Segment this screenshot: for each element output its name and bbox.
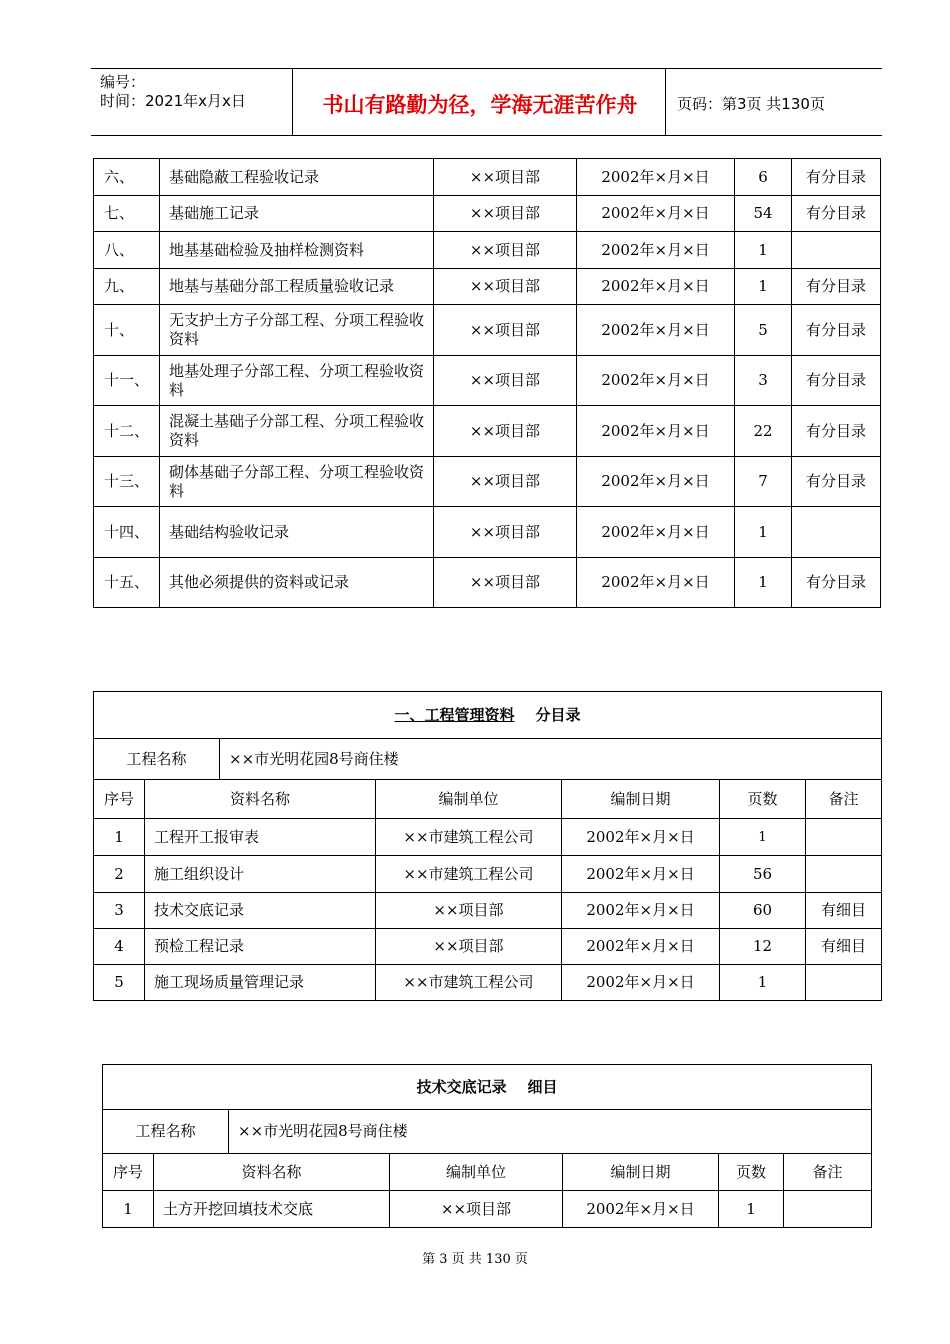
sub-catalog-title-main: 一、工程管理资料 [394,705,515,724]
table-title-row [94,692,882,739]
row-unit: ××项目部 [434,232,577,269]
table-row [94,269,881,305]
row-number: 十四、 [94,507,160,558]
table-row [94,929,882,965]
table-row [94,965,882,1001]
table-row [94,159,881,196]
row-name: 地基基础检验及抽样检测资料 [160,232,434,269]
row-date: 2002年×月×日 [577,159,735,196]
row-unit: ××项目部 [434,196,577,232]
row-date: 2002年×月×日 [577,406,735,457]
row-name: 技术交底记录 [145,893,376,929]
row-note [792,507,881,558]
row-number: 七、 [94,196,160,232]
project-label: 工程名称 [103,1110,229,1154]
row-name: 基础隐蔽工程验收记录 [160,159,434,196]
row-pages: 1 [735,269,792,305]
row-unit: ××项目部 [434,159,577,196]
detail-catalog-table [102,1064,872,1228]
row-number: 5 [94,965,145,1001]
row-number: 十二、 [94,406,160,457]
row-pages: 1 [735,232,792,269]
row-number: 4 [94,929,145,965]
row-unit: ××市建筑工程公司 [376,856,562,893]
detail-catalog-title-suffix: 细目 [527,1077,558,1096]
row-note: 有分目录 [792,196,881,232]
table-title-row [103,1065,872,1110]
page-footer: 第 3 页 共 130 页 [422,1252,528,1267]
table-row [94,893,882,929]
row-note [806,819,882,856]
sub-catalog-title [94,692,882,739]
table-row [94,356,881,406]
row-pages: 12 [720,929,806,965]
project-name: ××市光明花园8号商住楼 [229,1110,872,1154]
row-name: 地基处理子分部工程、分项工程验收资料 [160,356,434,406]
project-row [94,739,882,780]
header-bottom-rule [91,135,882,136]
row-date: 2002年×月×日 [563,1191,719,1228]
row-name: 基础结构验收记录 [160,507,434,558]
time-label: 时间：2021年x月x日 [100,92,246,110]
row-unit: ××项目部 [376,929,562,965]
row-number: 十一、 [94,356,160,406]
row-pages: 1 [720,965,806,1001]
row-date: 2002年×月×日 [577,196,735,232]
project-row [103,1110,872,1154]
row-number: 六、 [94,159,160,196]
row-name: 施工组织设计 [145,856,376,893]
detail-catalog-title [103,1065,872,1110]
header-date: 编制日期 [562,780,720,819]
row-note: 有分目录 [792,159,881,196]
row-pages: 1 [719,1191,784,1228]
row-unit: ××项目部 [434,457,577,507]
header-no: 序号 [94,780,145,819]
row-number: 2 [94,856,145,893]
row-unit: ××项目部 [376,893,562,929]
row-date: 2002年×月×日 [562,965,720,1001]
sub-catalog-title-suffix: 分目录 [535,705,581,724]
table-row [94,507,881,558]
row-number: 十五、 [94,558,160,608]
row-pages: 22 [735,406,792,457]
row-name: 其他必须提供的资料或记录 [160,558,434,608]
header-no: 序号 [103,1154,154,1191]
row-unit: ××市建筑工程公司 [376,819,562,856]
table-row [94,406,881,457]
row-name: 工程开工报审表 [145,819,376,856]
main-catalog-table [93,158,881,608]
header-row [103,1154,872,1191]
row-date: 2002年×月×日 [562,893,720,929]
table-row [94,856,882,893]
row-unit: ××项目部 [434,558,577,608]
row-date: 2002年×月×日 [577,232,735,269]
row-date: 2002年×月×日 [562,819,720,856]
row-name: 混凝土基础子分部工程、分项工程验收资料 [160,406,434,457]
row-date: 2002年×月×日 [562,929,720,965]
code-label: 编号： [100,73,146,91]
table-row [94,196,881,232]
row-date: 2002年×月×日 [577,507,735,558]
table-row [94,457,881,507]
header-note: 备注 [784,1154,872,1191]
row-pages: 1 [720,819,806,856]
header-top-rule [91,68,882,69]
row-note: 有分目录 [792,406,881,457]
row-date: 2002年×月×日 [577,558,735,608]
row-date: 2002年×月×日 [577,305,735,356]
row-name: 土方开挖回填技术交底 [154,1191,390,1228]
row-note: 有分目录 [792,457,881,507]
row-pages: 56 [720,856,806,893]
row-number: 十、 [94,305,160,356]
project-label: 工程名称 [94,739,220,780]
header-unit: 编制单位 [390,1154,563,1191]
table-row [94,305,881,356]
row-name: 无支护土方子分部工程、分项工程验收资料 [160,305,434,356]
page-info: 页码：第3页 共130页 [677,95,825,113]
row-pages: 1 [735,507,792,558]
row-date: 2002年×月×日 [577,457,735,507]
table-row [94,232,881,269]
table-row [94,558,881,608]
row-name: 基础施工记录 [160,196,434,232]
row-pages: 1 [735,558,792,608]
row-pages: 54 [735,196,792,232]
row-unit: ××项目部 [434,269,577,305]
table-row [103,1191,872,1228]
row-number: 九、 [94,269,160,305]
row-unit: ××项目部 [390,1191,563,1228]
row-name: 预检工程记录 [145,929,376,965]
row-unit: ××项目部 [434,406,577,457]
row-name: 施工现场质量管理记录 [145,965,376,1001]
header-motto: 书山有路勤为径，学海无涯苦作舟 [322,93,638,117]
row-pages: 60 [720,893,806,929]
header-name: 资料名称 [145,780,376,819]
row-note: 有细目 [806,929,882,965]
detail-catalog-title-main: 技术交底记录 [416,1077,507,1096]
row-note [806,965,882,1001]
row-date: 2002年×月×日 [562,856,720,893]
row-unit: ××项目部 [434,305,577,356]
header-pages: 页数 [720,780,806,819]
row-number: 八、 [94,232,160,269]
row-note [792,232,881,269]
header-pages: 页数 [719,1154,784,1191]
row-pages: 3 [735,356,792,406]
row-note [806,856,882,893]
header-name: 资料名称 [154,1154,390,1191]
row-unit: ××项目部 [434,356,577,406]
row-note: 有分目录 [792,305,881,356]
row-number: 1 [94,819,145,856]
row-number: 十三、 [94,457,160,507]
row-date: 2002年×月×日 [577,356,735,406]
row-unit: ××市建筑工程公司 [376,965,562,1001]
row-unit: ××项目部 [434,507,577,558]
page-header [91,68,882,136]
row-number: 3 [94,893,145,929]
project-name: ××市光明花园8号商住楼 [220,739,882,780]
row-note: 有分目录 [792,269,881,305]
row-name: 地基与基础分部工程质量验收记录 [160,269,434,305]
table-row [94,819,882,856]
row-date: 2002年×月×日 [577,269,735,305]
row-pages: 7 [735,457,792,507]
header-date: 编制日期 [563,1154,719,1191]
header-row [94,780,882,819]
row-pages: 6 [735,159,792,196]
row-note: 有细目 [806,893,882,929]
sub-catalog-table [93,691,882,1001]
row-note [784,1191,872,1228]
row-number: 1 [103,1191,154,1228]
row-note: 有分目录 [792,558,881,608]
header-note: 备注 [806,780,882,819]
row-pages: 5 [735,305,792,356]
header-unit: 编制单位 [376,780,562,819]
row-name: 砌体基础子分部工程、分项工程验收资料 [160,457,434,507]
row-note: 有分目录 [792,356,881,406]
